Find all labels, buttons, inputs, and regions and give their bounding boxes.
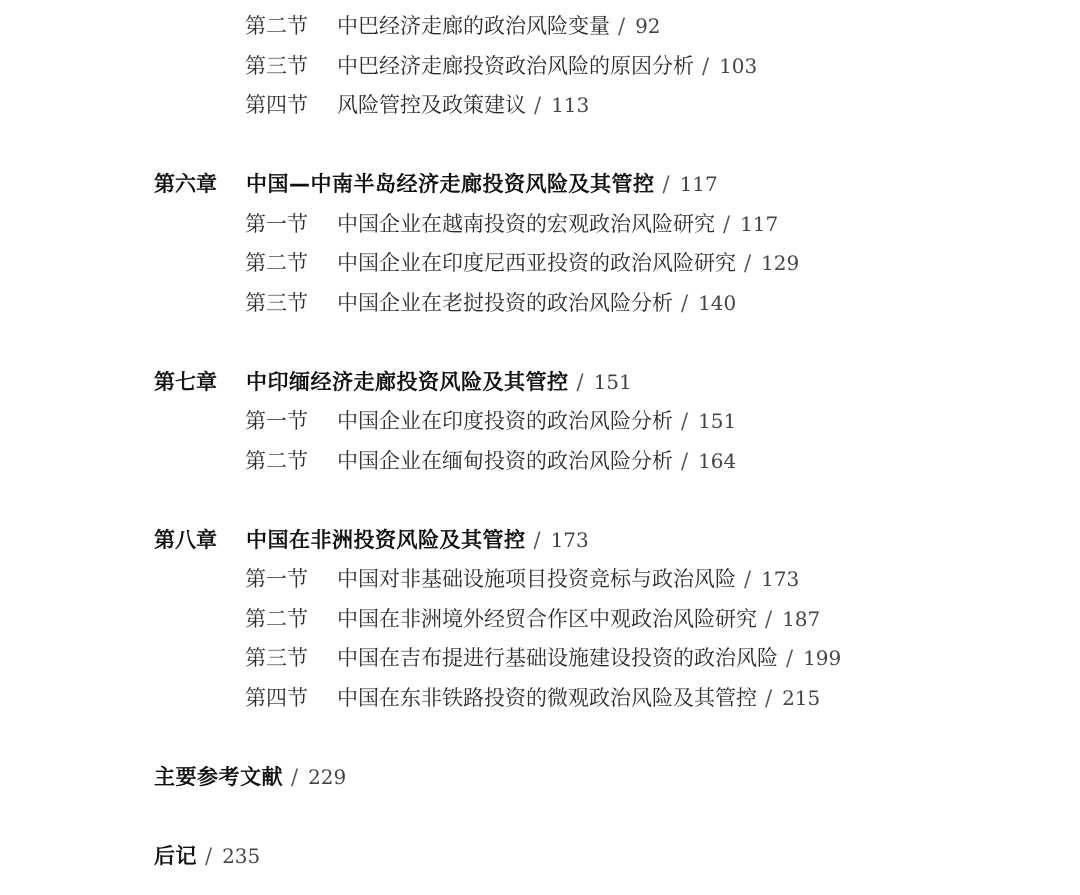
toc-entry-chapter[interactable]	[154, 367, 632, 397]
page-number: 229	[308, 765, 347, 789]
section-title: 中巴经济走廊的政治风险变量	[337, 14, 610, 38]
separator: /	[662, 172, 670, 196]
section-label: 第二节	[245, 251, 308, 275]
chapter-label: 第七章	[154, 370, 217, 394]
section-label: 第四节	[245, 686, 308, 710]
separator: /	[786, 646, 794, 670]
separator: /	[744, 567, 752, 591]
page-number: 235	[222, 844, 261, 868]
section-title: 中巴经济走廊投资政治风险的原因分析	[337, 54, 694, 78]
separator: /	[534, 93, 542, 117]
toc-entry-references[interactable]	[154, 762, 346, 792]
toc-entry-chapter[interactable]	[154, 525, 589, 555]
toc-entry-section[interactable]	[245, 564, 799, 594]
toc-entry-section[interactable]	[245, 11, 661, 41]
section-title: 中国企业在缅甸投资的政治风险分析	[337, 449, 673, 473]
separator: /	[681, 409, 689, 433]
section-title: 中国对非基础设施项目投资竞标与政治风险	[337, 567, 736, 591]
afterword-title: 后记	[154, 844, 197, 868]
references-title: 主要参考文献	[154, 765, 283, 789]
section-label: 第二节	[245, 14, 308, 38]
page-number: 187	[782, 607, 821, 631]
section-title: 中国企业在印度尼西亚投资的政治风险研究	[337, 251, 736, 275]
toc-entry-section[interactable]	[245, 248, 799, 278]
page-number: 173	[761, 567, 800, 591]
separator: /	[765, 607, 773, 631]
section-title: 中国在吉布提进行基础设施建设投资的政治风险	[337, 646, 778, 670]
section-title: 风险管控及政策建议	[337, 93, 526, 117]
section-title: 中国企业在老挝投资的政治风险分析	[337, 291, 673, 315]
separator: /	[744, 251, 752, 275]
page-number: 117	[740, 212, 779, 236]
toc-entry-section[interactable]	[245, 51, 757, 81]
section-title: 中国在东非铁路投资的微观政治风险及其管控	[337, 686, 757, 710]
page-number: 199	[803, 646, 842, 670]
toc-entry-chapter[interactable]	[154, 169, 718, 199]
toc-entry-section[interactable]	[245, 604, 820, 634]
section-label: 第二节	[245, 607, 308, 631]
section-label: 第三节	[245, 646, 308, 670]
separator: /	[205, 844, 213, 868]
page-number: 151	[593, 370, 632, 394]
separator: /	[681, 291, 689, 315]
section-label: 第一节	[245, 212, 308, 236]
chapter-title: 中国—中南半岛经济走廊投资风险及其管控	[246, 172, 655, 196]
toc-entry-section[interactable]	[245, 446, 736, 476]
toc-entry-section[interactable]	[245, 406, 736, 436]
page-number: 103	[719, 54, 758, 78]
toc-entry-section[interactable]	[245, 209, 778, 239]
section-label: 第一节	[245, 567, 308, 591]
page-number: 173	[550, 528, 589, 552]
separator: /	[618, 14, 626, 38]
separator: /	[723, 212, 731, 236]
separator: /	[291, 765, 299, 789]
chapter-title: 中国在非洲投资风险及其管控	[246, 528, 526, 552]
section-label: 第二节	[245, 449, 308, 473]
section-label: 第四节	[245, 93, 308, 117]
page-number: 113	[551, 93, 590, 117]
separator: /	[765, 686, 773, 710]
section-title: 中国企业在越南投资的宏观政治风险研究	[337, 212, 715, 236]
page-number: 140	[698, 291, 737, 315]
separator: /	[533, 528, 541, 552]
page-number: 215	[782, 686, 821, 710]
section-label: 第三节	[245, 54, 308, 78]
page-number: 129	[761, 251, 800, 275]
separator: /	[576, 370, 584, 394]
section-title: 中国企业在印度投资的政治风险分析	[337, 409, 673, 433]
separator: /	[702, 54, 710, 78]
page-number: 117	[679, 172, 718, 196]
chapter-title: 中印缅经济走廊投资风险及其管控	[246, 370, 569, 394]
page-number: 151	[698, 409, 737, 433]
chapter-label: 第八章	[154, 528, 217, 552]
chapter-label: 第六章	[154, 172, 217, 196]
section-title: 中国在非洲境外经贸合作区中观政治风险研究	[337, 607, 757, 631]
toc-entry-section[interactable]	[245, 643, 841, 673]
toc-entry-afterword[interactable]	[154, 841, 260, 871]
section-label: 第三节	[245, 291, 308, 315]
toc-entry-section[interactable]	[245, 288, 736, 318]
toc-entry-section[interactable]	[245, 90, 589, 120]
separator: /	[681, 449, 689, 473]
page-number: 164	[698, 449, 737, 473]
toc-entry-section[interactable]	[245, 683, 820, 713]
section-label: 第一节	[245, 409, 308, 433]
page-number: 92	[635, 14, 661, 38]
